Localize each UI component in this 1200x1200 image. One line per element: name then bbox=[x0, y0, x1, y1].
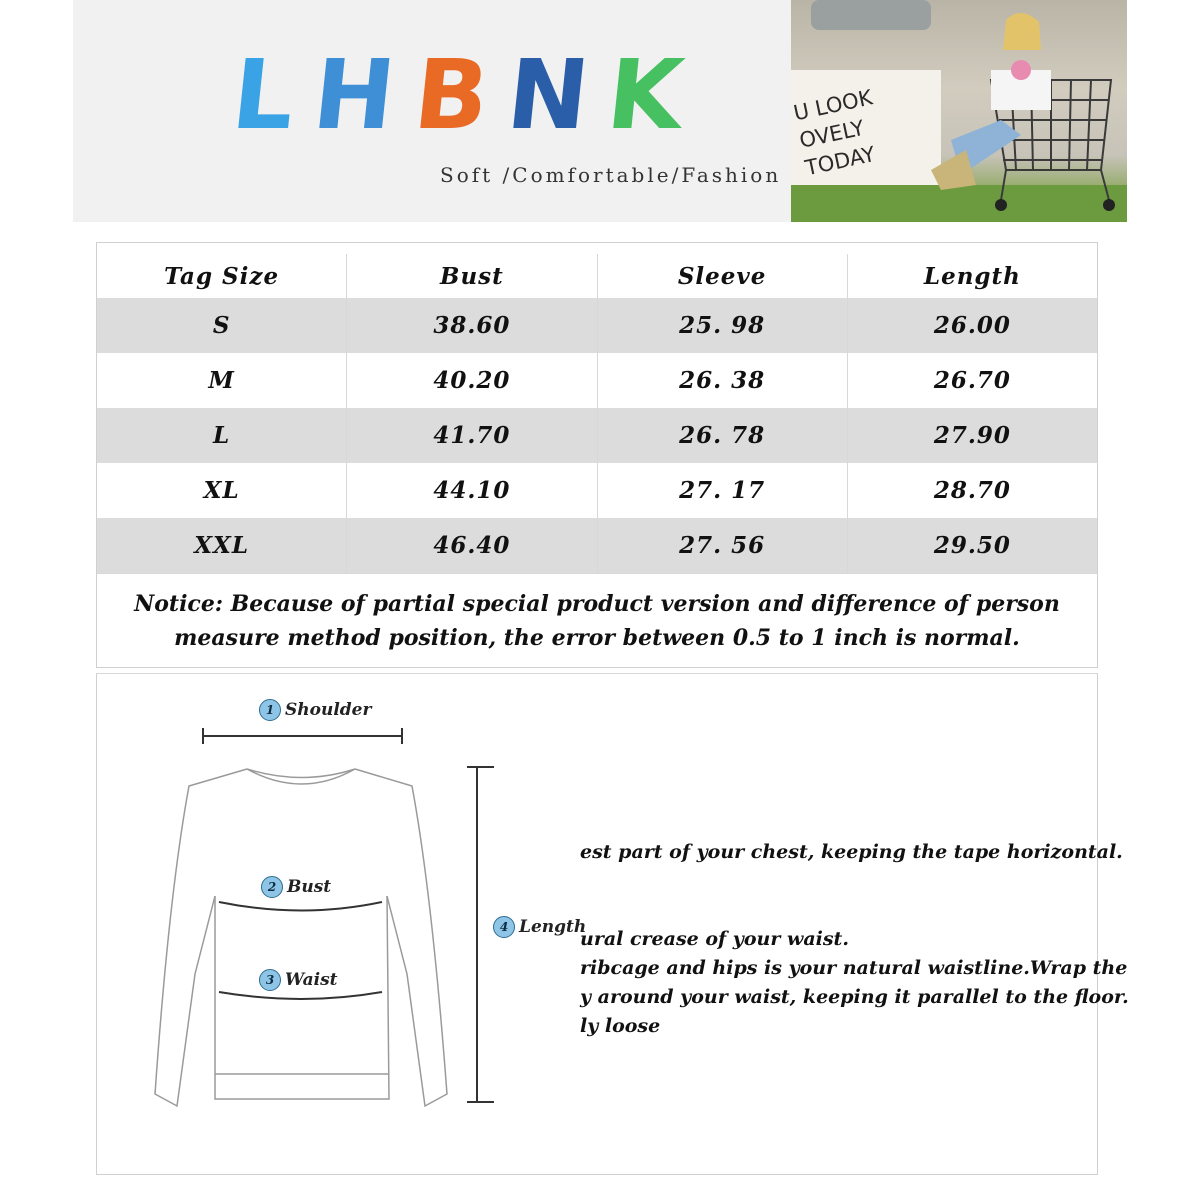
bust-label bbox=[261, 876, 331, 898]
table-cell: 38.60 bbox=[347, 298, 597, 353]
label-text: Bust bbox=[287, 877, 332, 897]
table-row bbox=[97, 463, 1097, 518]
table-cell: 44.10 bbox=[347, 463, 597, 518]
table-row bbox=[97, 408, 1097, 463]
step-number-icon: 3 bbox=[259, 969, 281, 991]
table-row bbox=[97, 518, 1097, 573]
table-cell: 41.70 bbox=[347, 408, 597, 463]
logo-letter: B bbox=[408, 39, 496, 151]
table-cell: L bbox=[97, 408, 347, 463]
table-row bbox=[97, 353, 1097, 408]
table-cell: 29.50 bbox=[933, 532, 1011, 559]
table-cell: 26.70 bbox=[933, 367, 1011, 394]
brand-logo bbox=[227, 39, 691, 151]
step-number-icon: 4 bbox=[493, 916, 515, 938]
label-text: Waist bbox=[285, 970, 338, 990]
column-header: Length bbox=[923, 262, 1021, 290]
waist-label bbox=[259, 969, 338, 991]
bust-description: est part of your chest, keeping the tape horizontal. bbox=[580, 841, 1123, 863]
table-cell: 25. 98 bbox=[598, 298, 848, 353]
label-text: Shoulder bbox=[285, 700, 372, 720]
table-cell: 26.00 bbox=[933, 312, 1011, 339]
table-cell: 40.20 bbox=[347, 353, 597, 408]
shirt-outline-icon bbox=[97, 674, 1097, 1174]
column-header: Tag Size bbox=[97, 254, 347, 298]
table-header-row bbox=[97, 243, 1097, 298]
logo-letter: H bbox=[308, 39, 403, 151]
table-cell: 46.40 bbox=[347, 518, 597, 573]
logo-letter: K bbox=[602, 39, 691, 151]
step-number-icon: 1 bbox=[259, 699, 281, 721]
size-table bbox=[96, 242, 1098, 668]
table-cell: 26. 38 bbox=[598, 353, 848, 408]
sign-text: U LOOK OVELY TODAY bbox=[791, 85, 878, 181]
table-row bbox=[97, 298, 1097, 353]
waist-description: ural crease of your waist. bbox=[580, 928, 849, 950]
table-cell: 27. 56 bbox=[598, 518, 848, 573]
model-photo bbox=[791, 0, 1127, 222]
table-cell: 26. 78 bbox=[598, 408, 848, 463]
shoulder-label bbox=[259, 699, 371, 721]
table-cell: 27.90 bbox=[933, 422, 1011, 449]
waist-description: y around your waist, keeping it parallel to the floor. bbox=[580, 986, 1129, 1008]
table-cell: 28.70 bbox=[933, 477, 1011, 504]
table-cell: M bbox=[97, 353, 347, 408]
column-header: Bust bbox=[347, 254, 597, 298]
length-label bbox=[493, 916, 586, 938]
logo-letter: N bbox=[501, 39, 596, 151]
table-cell: XXL bbox=[97, 518, 347, 573]
table-cell: XL bbox=[97, 463, 347, 518]
column-header: Sleeve bbox=[598, 254, 848, 298]
table-cell: S bbox=[97, 298, 347, 353]
logo-letter: L bbox=[227, 39, 303, 151]
brand-tagline: Soft /Comfortable/Fashion bbox=[440, 163, 782, 187]
waist-description: ly loose bbox=[580, 1015, 661, 1037]
step-number-icon: 2 bbox=[261, 876, 283, 898]
table-cell: 27. 17 bbox=[598, 463, 848, 518]
shopping-cart-icon bbox=[791, 0, 1127, 222]
brand-banner bbox=[73, 0, 791, 222]
label-text: Length bbox=[519, 917, 587, 937]
measurement-diagram bbox=[96, 673, 1129, 1175]
measurement-notice: Notice: Because of partial special product version and difference of person measure method position, the error between 0.5 to 1 inch is normal. bbox=[97, 573, 1097, 667]
waist-description: ribcage and hips is your natural waistline.Wrap the bbox=[580, 957, 1128, 979]
